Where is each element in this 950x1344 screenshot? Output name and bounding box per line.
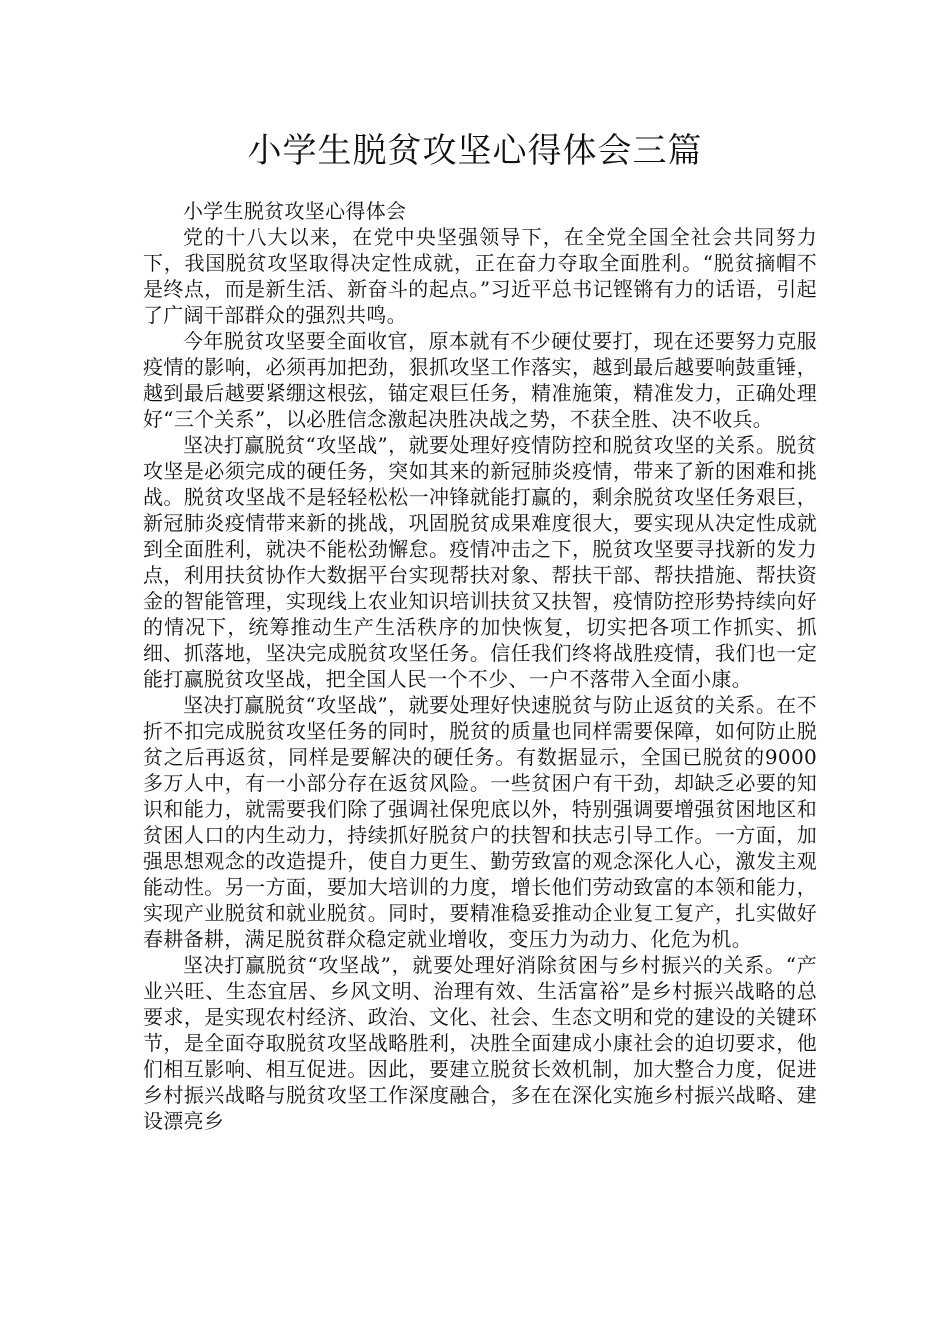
paragraph-3: 坚决打赢脱贫“攻坚战”，就要处理好疫情防控和脱贫攻坚的关系。脱贫攻坚是必须完成的硬任务，突如其来的新冠肺炎疫情，带来了新的困难和挑战。脱贫攻坚战不是轻轻松松一冲锋就能打赢的，剩余脱贫攻坚任务艰巨，新冠肺炎疫情带来新的挑战，巩固脱贫成果难度很大，要实现从决定性成就到全面胜利，就决不能松劲懈怠。疫情冲击之下，脱贫攻坚要寻找新的发力点，利用扶贫协作大数据平台实现帮扶对象、帮扶干部、帮扶措施、帮扶资金的智能管理，实现线上农业知识培训扶贫又扶智，疫情防控形势持续向好的情况下，统筹推动生产生活秩序的加快恢复，切实把各项工作抓实、抓细、抓落地，坚决完成脱贫攻坚任务。信任我们终将战胜疫情，我们也一定能打赢脱贫攻坚战，把全国人民一个不少、一户不落带入全面小康。 bbox=[143, 433, 817, 691]
document-title: 小学生脱贫攻坚心得体会三篇 bbox=[247, 131, 703, 171]
document-body bbox=[143, 198, 817, 1134]
paragraph-2: 今年脱贫攻坚要全面收官，原本就有不少硬仗要打，现在还要努力克服疫情的影响，必须再加把劲，狠抓攻坚工作落实，越到最后越要响鼓重锤，越到最后越要紧绷这根弦，锚定艰巨任务，精准施策，精准发力，正确处理好“三个关系”，以必胜信念激起决胜决战之势，不获全胜、决不收兵。 bbox=[143, 329, 817, 431]
paragraph-5: 坚决打赢脱贫“攻坚战”，就要处理好消除贫困与乡村振兴的关系。“产业兴旺、生态宜居、乡风文明、治理有效、生活富裕”是乡村振兴战略的总要求，是实现农村经济、政治、文化、社会、生态文明和党的建设的关键环节，是全面夺取脱贫攻坚战略胜利，决胜全面建成小康社会的迫切要求，他们相互影响、相互促进。因此，要建立脱贫长效机制，加大整合力度，促进乡村振兴战略与脱贫攻坚工作深度融合，多在在深化实施乡村振兴战略、建设漂亮乡 bbox=[143, 953, 817, 1133]
paragraph-1: 党的十八大以来，在党中央坚强领导下，在全党全国全社会共同努力下，我国脱贫攻坚取得决定性成就，正在奋力夺取全面胜利。“脱贫摘帽不是终点，而是新生活、新奋斗的起点。”习近平总书记铿锵有力的话语，引起了广阔干部群众的强烈共鸣。 bbox=[143, 225, 817, 327]
document-subtitle: 小学生脱贫攻坚心得体会 bbox=[183, 199, 407, 223]
paragraph-4: 坚决打赢脱贫“攻坚战”，就要处理好快速脱贫与防止返贫的关系。在不折不扣完成脱贫攻坚任务的同时，脱贫的质量也同样需要保障，如何防止脱贫之后再返贫，同样是要解决的硬任务。有数据显示，全国已脱贫的9000多万人中，有一小部分存在返贫风险。一些贫困户有干劲，却缺乏必要的知识和能力，就需要我们除了强调社保兜底以外，特别强调要增强贫困地区和贫困人口的内生动力，持续抓好脱贫户的扶智和扶志引导工作。一方面，加强思想观念的改造提升，使自力更生、勤劳致富的观念深化人心，激发主观能动性。另一方面，要加大培训的力度，增长他们劳动致富的本领和能力，实现产业脱贫和就业脱贫。同时，要精准稳妥推动企业复工复产，扎实做好春耕备耕，满足脱贫群众稳定就业增收，变压力为动力、化危为机。 bbox=[143, 693, 817, 951]
